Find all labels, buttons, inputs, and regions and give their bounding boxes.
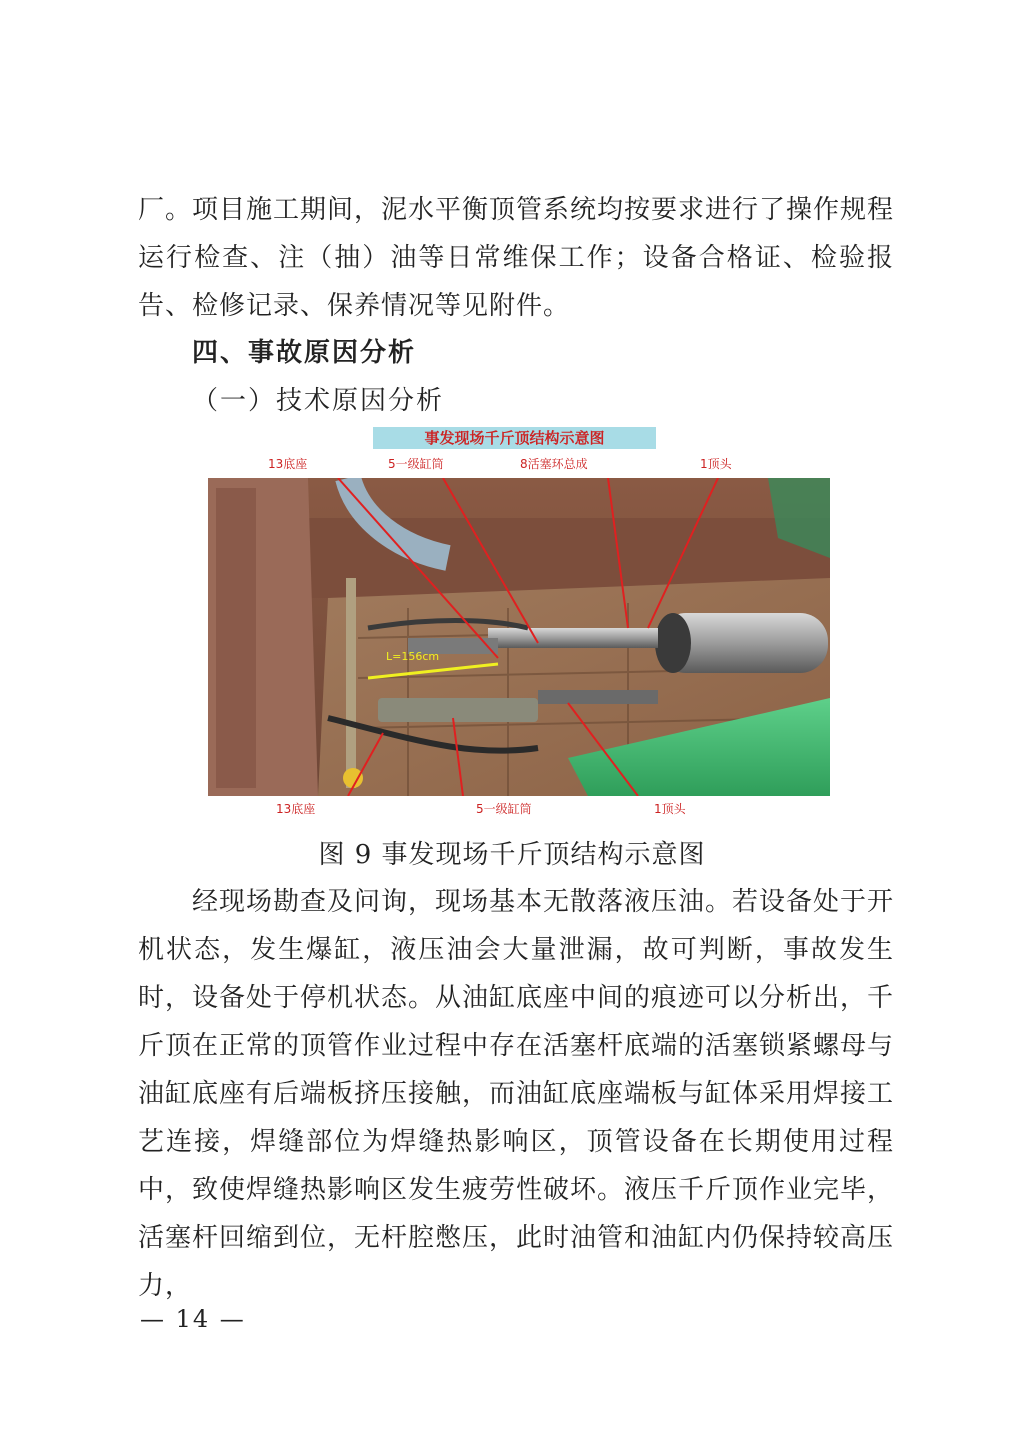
page-number: — 14 — — [140, 1305, 246, 1333]
site-photo — [208, 478, 830, 796]
label-bottom-base: 13底座 — [276, 802, 316, 816]
section-heading: 四、事故原因分析 — [192, 338, 417, 368]
figure-caption: 图 9 事发现场千斤顶结构示意图 — [318, 840, 706, 870]
paragraph-analysis: 经现场勘查及问询，现场基本无散落液压油。若设备处于开机状态，发生爆缸，液压油会大量泄漏，故可判断，事故发生时，设备处于停机状态。从油缸底座中间的痕迹可以分析出，千斤顶在正常的顶管作业过程中存在活塞杆底端的活塞锁紧螺母与油缸底座有后端板挤压接触，而油缸底座端板与缸体采用焊接工艺连接，焊缝部位为焊缝热影响区，顶管设备在长期使用过程中，致使焊缝热影响区发生疲劳性破坏。液压千斤顶作业完毕，活塞杆回缩到位，无杆腔憋压，此时油管和油缸内仍保持较高压力， — [138, 887, 895, 1301]
label-bottom-cylinder: 5一级缸筒 — [476, 802, 532, 816]
label-bottom-head: 1顶头 — [654, 802, 686, 816]
measure-label: L=156cm — [386, 650, 440, 663]
label-top-base: 13底座 — [268, 457, 308, 471]
label-top-piston: 8活塞环总成 — [520, 457, 588, 471]
subsection-heading: （一）技术原因分析 — [192, 386, 445, 416]
paragraph-maintenance: 厂。项目施工期间，泥水平衡顶管系统均按要求进行了操作规程运行检查、注（抽）油等日常维保工作；设备合格证、检验报告、检修记录、保养情况等见附件。 — [138, 195, 895, 321]
figure-jack-structure — [208, 425, 830, 817]
label-top-head: 1顶头 — [700, 457, 732, 471]
figure-title: 事发现场千斤顶结构示意图 — [373, 427, 656, 449]
label-top-cylinder: 5一级缸筒 — [388, 457, 444, 471]
